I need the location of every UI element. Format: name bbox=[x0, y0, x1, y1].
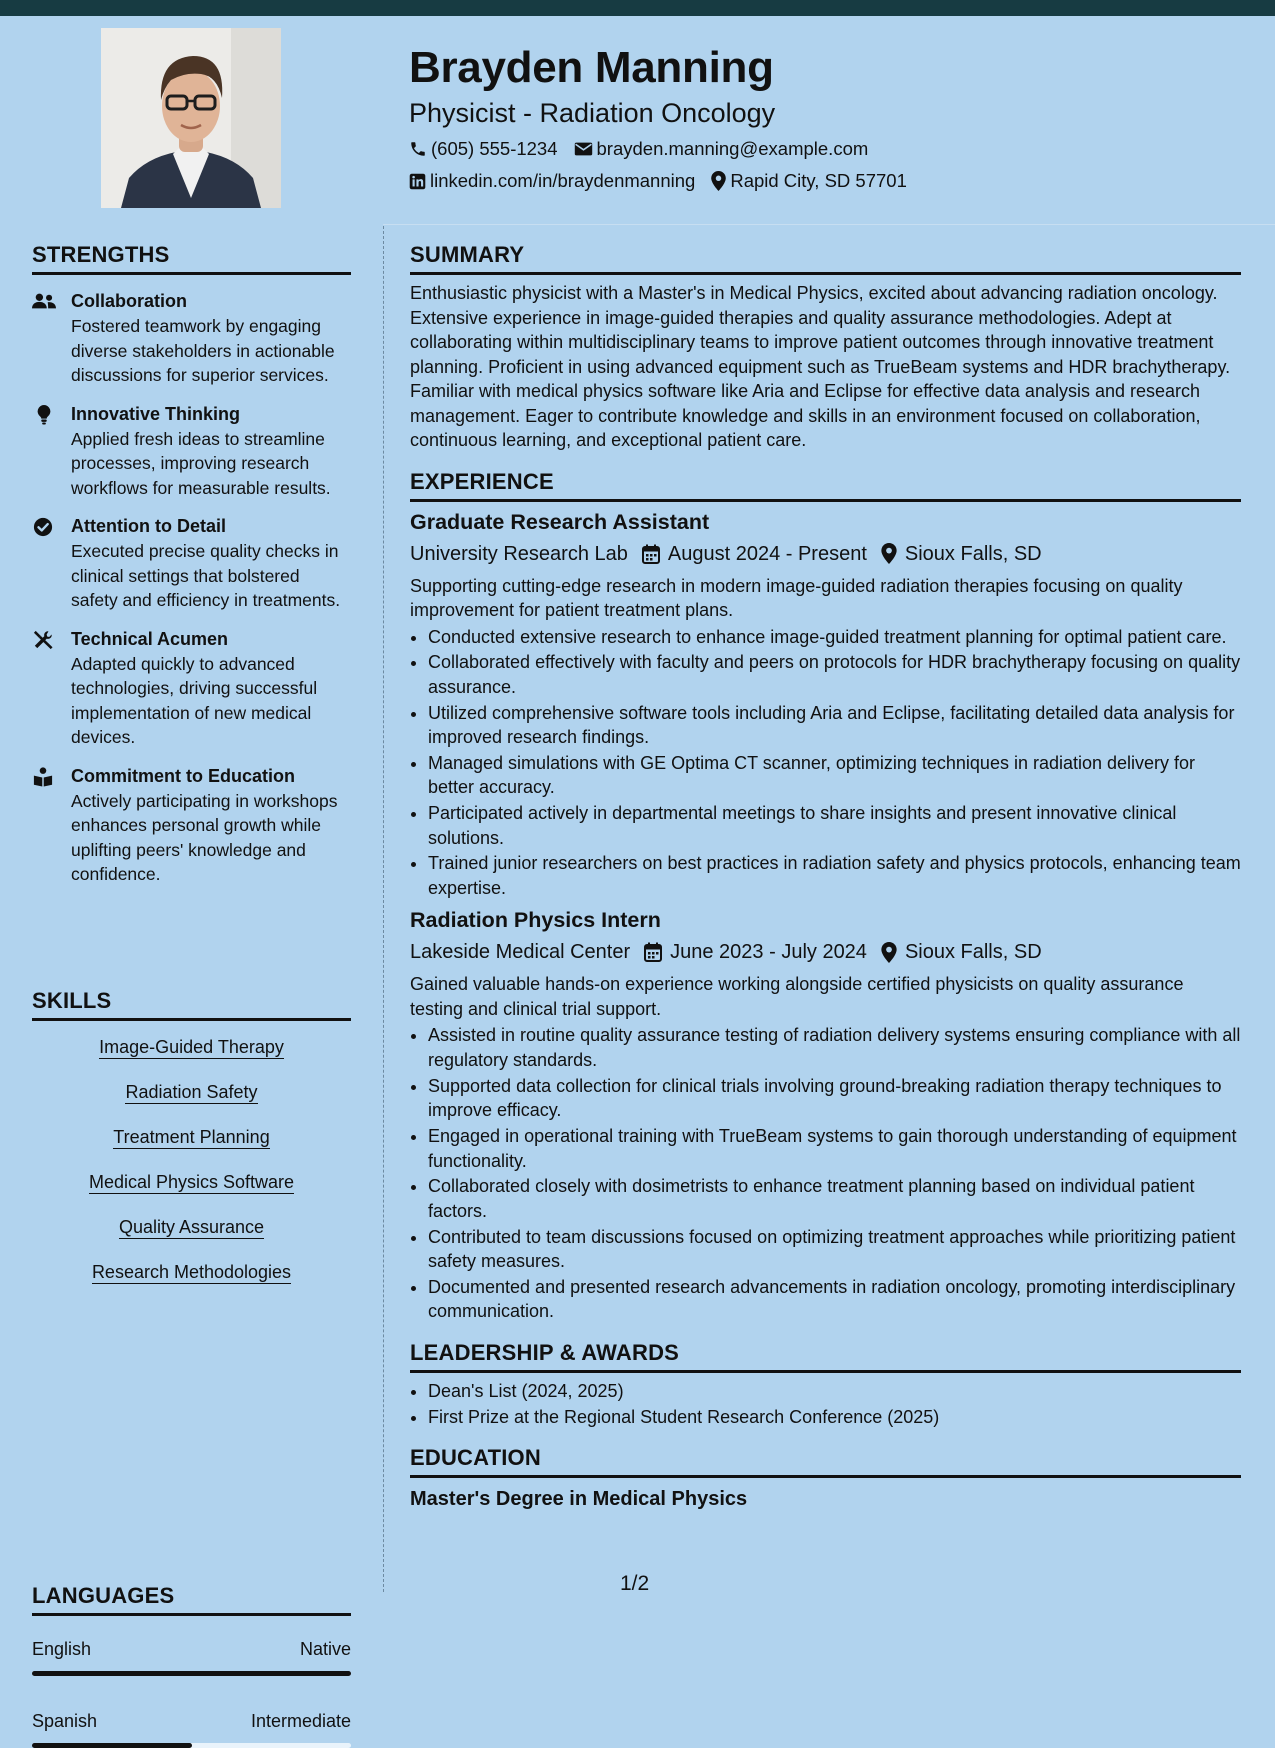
strength-name: Commitment to Education bbox=[71, 765, 295, 786]
skills-list bbox=[32, 1035, 351, 1284]
strength-name: Attention to Detail bbox=[71, 516, 226, 536]
resume-header bbox=[409, 40, 1239, 193]
language-proficiency-fill bbox=[32, 1743, 192, 1748]
skill-item: Medical Physics Software bbox=[88, 1172, 295, 1192]
contact-row-2 bbox=[409, 169, 1239, 193]
language-name: Spanish bbox=[32, 1711, 98, 1731]
contact-phone bbox=[409, 137, 558, 161]
strength-name: Collaboration bbox=[71, 291, 187, 311]
job-bullets bbox=[410, 625, 1241, 901]
strength-item bbox=[32, 764, 351, 887]
job-meta bbox=[410, 540, 1241, 568]
users-icon bbox=[32, 292, 56, 310]
job-bullet: • Trained junior researchers on best practices in radiation safety and physics protocols, enhancing team expertise. bbox=[428, 851, 1241, 900]
job-entry bbox=[410, 508, 1241, 901]
strength-item bbox=[32, 514, 351, 613]
skill-item: Research Methodologies bbox=[91, 1262, 292, 1282]
education-heading: EDUCATION bbox=[410, 1445, 1241, 1478]
job-bullet: • Documented and presented research advancements in radiation oncology, promoting interdisciplinary communication. bbox=[428, 1275, 1241, 1324]
profile-photo bbox=[101, 28, 281, 208]
calendar-icon bbox=[642, 544, 660, 564]
job-location: Sioux Falls, SD bbox=[904, 542, 1042, 565]
job-bullet: • Engaged in operational training with TrueBeam systems to gain thorough understanding of equipment functionality. bbox=[428, 1124, 1241, 1173]
job-meta bbox=[410, 938, 1241, 966]
strength-name: Technical Acumen bbox=[71, 628, 229, 649]
contact-location bbox=[711, 169, 907, 193]
job-bullets bbox=[410, 1023, 1241, 1323]
skill-item: Image-Guided Therapy bbox=[99, 1037, 284, 1057]
job-bullet: • Collaborated closely with dosimetrists to enhance treatment planning based on individual patient factors. bbox=[428, 1174, 1241, 1223]
book-reader-icon bbox=[32, 767, 54, 787]
language-item bbox=[32, 1709, 351, 1748]
job-title: Radiation Physics Intern bbox=[410, 908, 661, 933]
summary-heading: SUMMARY bbox=[410, 242, 1241, 275]
skill-item: Quality Assurance bbox=[118, 1217, 265, 1237]
linkedin-text[interactable]: linkedin.com/in/braydenmanning bbox=[430, 170, 696, 191]
strength-item bbox=[32, 289, 351, 388]
candidate-name: Brayden Manning bbox=[409, 43, 774, 92]
email-text[interactable]: brayden.manning@example.com bbox=[596, 138, 869, 159]
language-level: Intermediate bbox=[250, 1711, 351, 1731]
job-dates: June 2023 - July 2024 bbox=[670, 941, 867, 964]
strength-item bbox=[32, 627, 351, 750]
job-title: Graduate Research Assistant bbox=[410, 509, 710, 534]
job-bullet: • Supported data collection for clinical trials involving ground-breaking radiation therapy techniques to improve efficacy. bbox=[428, 1074, 1241, 1123]
profile-photo-image bbox=[101, 28, 281, 208]
candidate-title: Physicist - Radiation Oncology bbox=[409, 98, 776, 128]
job-bullet: • Managed simulations with GE Optima CT scanner, optimizing techniques in radiation delivery for better accuracy. bbox=[428, 751, 1241, 800]
strength-name: Innovative Thinking bbox=[71, 403, 241, 424]
job-bullet: • Utilized comprehensive software tools including Aria and Eclipse, facilitating detailed data analysis for improved research findings. bbox=[428, 701, 1241, 750]
skills-section bbox=[32, 988, 351, 1305]
skills-heading: SKILLS bbox=[32, 988, 351, 1021]
job-bullet: • Conducted extensive research to enhance image-guided treatment planning for optimal patient care. bbox=[428, 625, 1241, 650]
calendar-icon bbox=[644, 942, 662, 962]
map-pin-icon bbox=[881, 543, 897, 564]
lightbulb-icon bbox=[32, 405, 56, 425]
job-location: Sioux Falls, SD bbox=[904, 941, 1042, 964]
job-summary: Gained valuable hands-on experience working alongside certified physicists on quality assurance testing and clinical trial support. bbox=[410, 974, 1184, 1019]
education-degree: Master's Degree in Medical Physics bbox=[410, 1488, 748, 1511]
strength-desc: Applied fresh ideas to streamline processes, improving research workflows for measurable results. bbox=[71, 428, 331, 498]
tools-icon bbox=[32, 630, 54, 650]
awards-heading: LEADERSHIP & AWARDS bbox=[410, 1340, 1241, 1373]
award-item: • Dean's List (2024, 2025) bbox=[428, 1379, 1241, 1404]
phone-text: (605) 555-1234 bbox=[431, 138, 558, 159]
skill-item: Radiation Safety bbox=[125, 1082, 258, 1102]
job-bullet: • Contributed to team discussions focused on optimizing treatment approaches while prioritizing patient safety measures. bbox=[428, 1225, 1241, 1274]
languages-heading: LANGUAGES bbox=[32, 1583, 351, 1616]
main-content bbox=[410, 242, 1241, 1512]
job-bullet: • Collaborated effectively with faculty and peers on protocols for HDR brachytherapy focusing on quality assurance. bbox=[428, 650, 1241, 699]
strengths-heading: STRENGTHS bbox=[32, 242, 351, 275]
strength-item bbox=[32, 402, 351, 501]
job-dates: August 2024 - Present bbox=[667, 542, 867, 565]
strength-desc: Actively participating in workshops enhances personal growth while uplifting peers' knowledge and confidence. bbox=[71, 790, 338, 884]
job-bullet: • Participated actively in departmental meetings to share insights and present innovative clinical solutions. bbox=[428, 801, 1241, 850]
job-company: Lakeside Medical Center bbox=[410, 941, 631, 964]
language-proficiency-fill bbox=[32, 1671, 351, 1676]
contact-row-1 bbox=[409, 137, 1239, 161]
column-divider bbox=[383, 226, 384, 1592]
skill-item: Treatment Planning bbox=[113, 1127, 270, 1147]
experience-heading: EXPERIENCE bbox=[410, 469, 1241, 502]
language-level: Native bbox=[299, 1639, 351, 1659]
linkedin-icon bbox=[409, 173, 426, 190]
check-circle-icon bbox=[32, 517, 54, 537]
job-entry bbox=[410, 906, 1241, 1323]
header-divider bbox=[383, 224, 1275, 225]
strength-desc: Fostered teamwork by engaging diverse stakeholders in actionable discussions for superior services. bbox=[71, 316, 335, 385]
sidebar bbox=[32, 242, 351, 1731]
envelope-icon bbox=[574, 141, 593, 157]
language-name: English bbox=[32, 1639, 92, 1659]
awards-list bbox=[410, 1379, 1241, 1429]
strengths-list bbox=[32, 289, 351, 887]
phone-icon bbox=[409, 140, 427, 158]
language-item bbox=[32, 1637, 351, 1676]
map-pin-icon bbox=[881, 942, 897, 963]
top-accent-bar bbox=[0, 0, 1275, 16]
job-summary: Supporting cutting-edge research in modern image-guided radiation therapies focusing on quality improvement for patient treatment plans. bbox=[410, 575, 1183, 620]
strength-desc: Executed precise quality checks in clinical settings that bolstered safety and efficiency in treatments. bbox=[71, 541, 341, 610]
contact-email[interactable] bbox=[574, 137, 869, 161]
job-bullet: • Assisted in routine quality assurance testing of radiation delivery systems ensuring compliance with all regulatory standards. bbox=[428, 1023, 1241, 1072]
map-pin-icon bbox=[711, 171, 726, 191]
summary-text: Enthusiastic physicist with a Master's in Medical Physics, excited about advancing radiation oncology. Extensive experience in image-guided therapies and quality assurance methodologies. Adept at collaborating within multidisciplinary teams to improve patient outcomes through innovative treatment planning. Proficient in using advanced equipment such as TrueBeam systems and HDR brachytherapy. Familiar with medical physics software like Aria and Eclipse for effective data analysis and research management. Eager to contribute knowledge and skills in an environment focused on collaboration, continuous learning, and exceptional patient care. bbox=[410, 283, 1231, 450]
languages-section bbox=[32, 1583, 351, 1748]
language-proficiency-bar bbox=[32, 1671, 351, 1676]
language-proficiency-bar bbox=[32, 1743, 351, 1748]
strength-desc: Adapted quickly to advanced technologies, driving successful implementation of new medical devices. bbox=[71, 653, 318, 747]
page-number: 1/2 bbox=[620, 1572, 650, 1595]
job-company: University Research Lab bbox=[410, 542, 628, 565]
award-item: • First Prize at the Regional Student Research Conference (2025) bbox=[428, 1405, 1241, 1430]
contact-linkedin[interactable] bbox=[409, 169, 695, 193]
location-text: Rapid City, SD 57701 bbox=[730, 170, 907, 191]
